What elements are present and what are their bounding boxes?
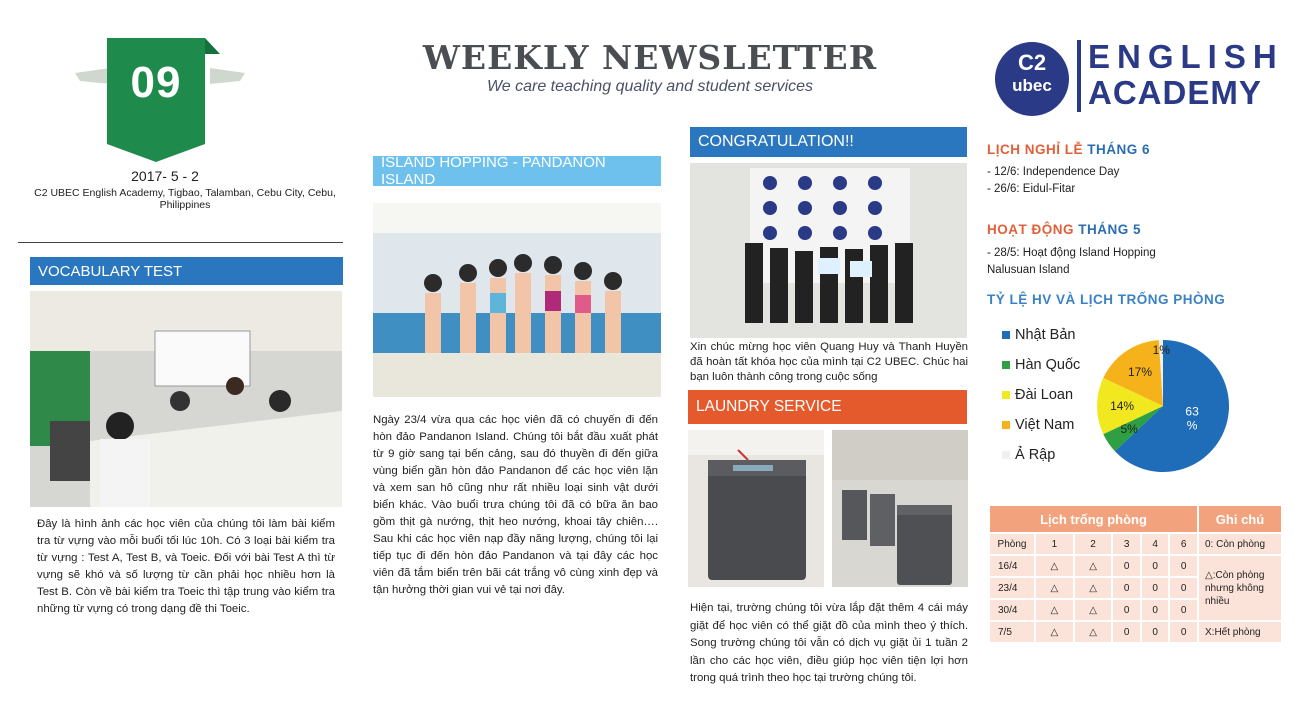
congrats-heading: CONGRATULATION!!: [690, 127, 967, 157]
table-cell: △: [1075, 622, 1112, 642]
pie-label: 63 %: [1185, 404, 1199, 433]
table-cell: 0: [1142, 556, 1168, 576]
holiday-item: - 26/6: Eidul-Fitar: [987, 183, 1076, 195]
table-cell: 2: [1075, 534, 1112, 554]
laundry-body: Hiện tại, trường chúng tôi vừa lắp đặt thêm 4 cái máy giặt để học viên có thể giặt đồ của mình theo ý thích. Song trường chúng tôi vẫn có dịch vụ giặt ủi 1 tuần 2 lần cho các học viên, điều giúp học viên tiện lợi hơn trong quá trình theo học tại trường chúng tôi.: [690, 602, 968, 684]
holiday-item: - 12/6: Independence Day: [987, 166, 1120, 178]
table-cell: 4: [1142, 534, 1168, 554]
issue-number: 09: [130, 58, 182, 107]
table-cell: 0: [1170, 578, 1197, 598]
table-cell: △: [1075, 556, 1112, 576]
table-row: [990, 534, 1281, 554]
activities-heading-b: THÁNG 5: [1078, 222, 1142, 237]
chart-legend: [1002, 320, 1097, 470]
pie-label: 1%: [1152, 342, 1170, 357]
table-cell: △: [1075, 600, 1112, 620]
vocab-body: Đây là hình ảnh các học viên của chúng tôi làm bài kiểm tra từ vựng vào mỗi buổi tối lúc 10h. Có 3 loại bài kiểm tra từ vựng : Test A, Test B, và Toeic. Đối với bài Test A thì từ vựng sẽ khó và số lượng từ cần phải học nhiều hơn là Test B. Còn về bài kiểm tra Toeic thì tập trung vào kiểm tra những từ vựng có trong dạng đề thi Toeic.: [37, 518, 335, 615]
pie-label: 5%: [1120, 422, 1138, 437]
holidays-heading-a: LỊCH NGHỈ LỄ: [987, 142, 1083, 157]
table-cell: 3: [1113, 534, 1139, 554]
legend-swatch: [1002, 391, 1010, 399]
island-photo: [373, 203, 661, 397]
table-cell: 1: [1036, 534, 1073, 554]
vocab-photo: [30, 291, 342, 507]
legend-item: [1002, 410, 1097, 440]
table-cell: △: [1075, 578, 1112, 598]
table-row: [990, 556, 1281, 576]
table-cell: 0: [1142, 622, 1168, 642]
note-cell: 0: Còn phòng: [1199, 534, 1281, 554]
laundry-photo-1: [688, 430, 824, 587]
holidays-heading: [987, 142, 1150, 157]
divider: [18, 242, 343, 243]
island-body: Ngày 23/4 vừa qua các học viên đã có chuyến đi đến hòn đảo Pandanon Island. Chúng tôi bắt đầu xuất phát từ 9 giờ sang tại bến cảng, sau đó thuyền đi đến giữa vùng biển gần hòn đảo Pandanon để các học viên lặn và xem san hô cũng như rất nhiều loại sinh vật dưới biển khác. Vào buổi trưa chúng tôi đã có bữa ăn bao gồm thịt gà nướng, thịt heo nướng, khoai tây chiên…. Sau khi các học viên nạp đầy năng lượng, chúng tôi lại tiếp tục đi đến hòn đảo Pandanon và tại đây các học viên đã tắm biển trên bãi cát trắng vô cùng xinh đẹp và tận hưởng thời gian vui vẻ tại nơi đây.: [373, 414, 658, 596]
table-cell: 0: [1170, 622, 1197, 642]
table-cell: △: [1036, 556, 1073, 576]
schedule-title: Lịch trống phòng: [990, 506, 1197, 532]
table-cell: 30/4: [990, 600, 1034, 620]
table-cell: 16/4: [990, 556, 1034, 576]
holidays-heading-b: THÁNG 6: [1087, 142, 1151, 157]
pie-chart: [1095, 336, 1231, 476]
note-cell: X:Hết phòng: [1199, 622, 1281, 642]
table-cell: 0: [1113, 556, 1139, 576]
table-cell: Phòng: [990, 534, 1034, 554]
table-cell: 0: [1170, 556, 1197, 576]
table-cell: 6: [1170, 534, 1197, 554]
logo-english: ENGLISH: [1088, 38, 1284, 75]
laundry-photo-2: [832, 430, 968, 587]
legend-label: Hàn Quốc: [1015, 357, 1081, 373]
congrats-photo: [690, 163, 967, 338]
pie-label: 14%: [1110, 399, 1135, 413]
pie-label: 17%: [1127, 365, 1153, 380]
legend-label: Nhật Bản: [1015, 327, 1076, 343]
legend-label: Ả Rập: [1015, 447, 1056, 463]
table-row: [990, 622, 1281, 642]
logo-c2: C2: [1017, 50, 1047, 75]
vocab-heading: VOCABULARY TEST: [30, 257, 343, 285]
logo-divider: [1077, 40, 1081, 112]
table-cell: 0: [1113, 600, 1139, 620]
newsletter-subtitle: We care teaching quality and student services: [486, 78, 814, 95]
logo-ubec: ubec: [1012, 76, 1052, 95]
legend-swatch: [1002, 331, 1010, 339]
room-schedule-table: [988, 504, 1283, 644]
legend-swatch: [1002, 451, 1010, 459]
ratio-heading: TỶ LỆ HV VÀ LỊCH TRỐNG PHÒNG: [987, 292, 1226, 307]
legend-item: [1002, 440, 1097, 470]
activities-heading: [987, 222, 1141, 237]
issue-date: 2017- 5 - 2: [131, 168, 199, 184]
note-cell: △:Còn phòng nhưng không nhiều: [1199, 556, 1281, 620]
activities-heading-a: HOẠT ĐỘNG: [987, 222, 1074, 237]
legend-item: [1002, 350, 1097, 380]
laundry-heading: LAUNDRY SERVICE: [688, 390, 967, 424]
congrats-body: Xin chúc mừng học viên Quang Huy và Thanh Huyền đã hoàn tất khóa học của mình tại C2 UBEC. Chúc hai bạn luôn thành công trong cuộc sống: [690, 341, 968, 383]
address: C2 UBEC English Academy, Tigbao, Talamban, Cebu City, Cebu, Philippines: [34, 187, 336, 211]
island-heading: ISLAND HOPPING - PANDANON ISLAND: [373, 156, 661, 186]
table-cell: 0: [1142, 600, 1168, 620]
legend-swatch: [1002, 361, 1010, 369]
table-cell: 0: [1170, 600, 1197, 620]
schedule-note-title: Ghi chú: [1199, 506, 1281, 532]
table-cell: 0: [1142, 578, 1168, 598]
activity-item: Nalusuan Island: [987, 264, 1070, 276]
legend-label: Đài Loan: [1015, 387, 1074, 403]
table-cell: 23/4: [990, 578, 1034, 598]
activity-item: - 28/5: Hoạt động Island Hopping: [987, 247, 1156, 259]
legend-swatch: [1002, 421, 1010, 429]
table-cell: 7/5: [990, 622, 1034, 642]
legend-item: [1002, 380, 1097, 410]
table-cell: 0: [1113, 578, 1139, 598]
logo-academy: ACADEMY: [1088, 74, 1262, 111]
newsletter-title: WEEKLY NEWSLETTER: [422, 38, 878, 77]
table-cell: △: [1036, 622, 1073, 642]
table-cell: △: [1036, 600, 1073, 620]
legend-label: Việt Nam: [1015, 417, 1075, 433]
legend-item: [1002, 320, 1097, 350]
table-cell: 0: [1113, 622, 1139, 642]
table-cell: △: [1036, 578, 1073, 598]
